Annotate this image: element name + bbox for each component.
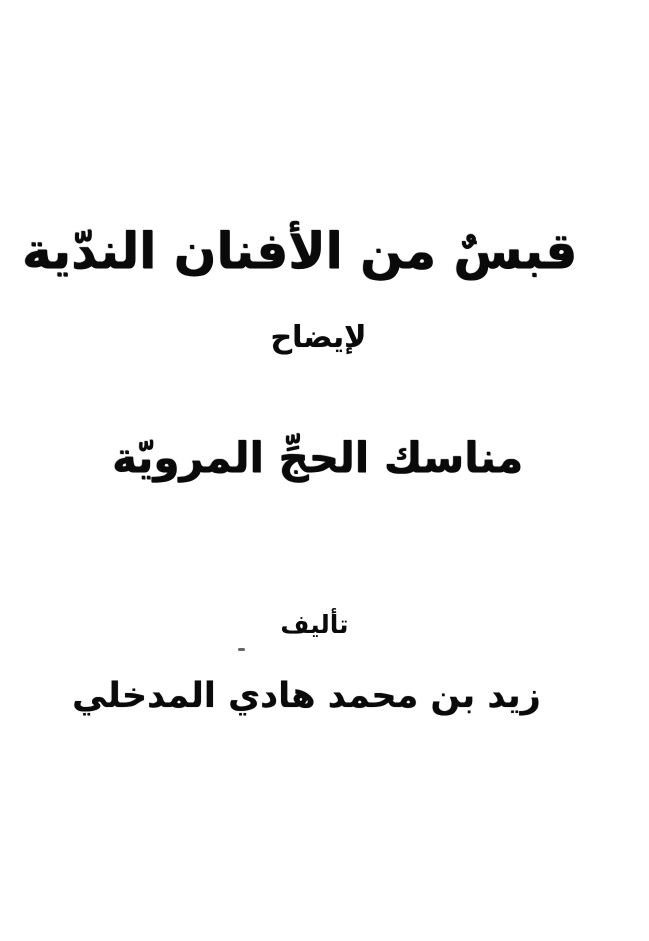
book-title: قبسٌ من الأفنان الندّية — [21, 221, 578, 280]
author-name: زيد بن محمد هادي المدخلي — [72, 676, 541, 716]
book-subtitle: مناسك الحجِّ المرويّة — [111, 432, 524, 482]
scan-speck — [238, 648, 245, 651]
byline-label: تأليف — [280, 610, 349, 639]
subtitle-connector: لإيضاح — [270, 320, 367, 355]
